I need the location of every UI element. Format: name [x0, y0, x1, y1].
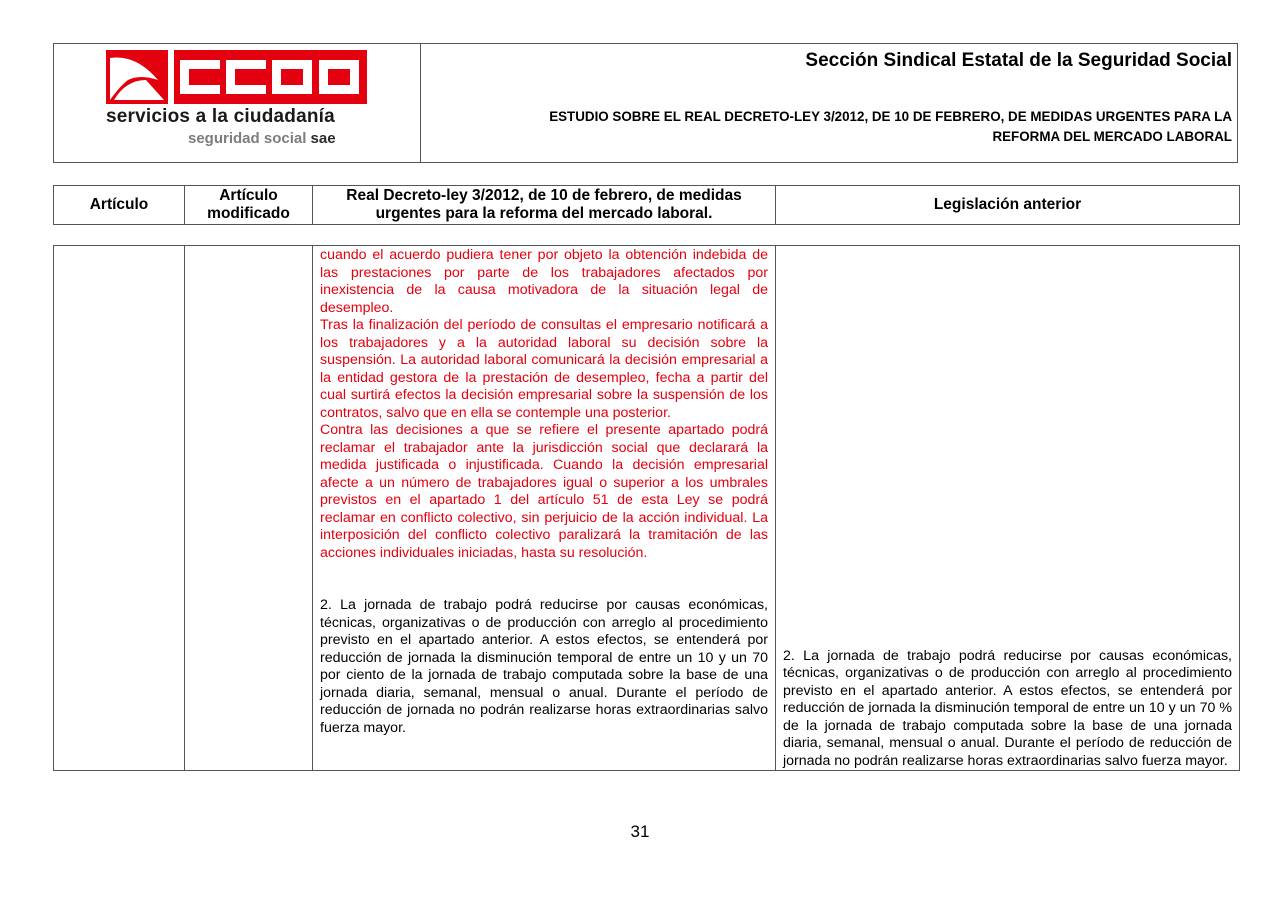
amendment-paragraph: cuando el acuerdo pudiera tener por objeto la obtención indebida de las prestaciones por parte de los trabajadores afectados por inexistencia de la causa motivadora de la situación legal de desempleo. [320, 247, 768, 316]
logo-subtagline-text: seguridad social [188, 130, 311, 147]
page-number: 31 [630, 822, 650, 841]
column-header-real-decreto [313, 186, 776, 225]
amendment-paragraph: Tras la finalización del período de consultas el empresario notificará a los trabajadores y a la autoridad laboral su decisión sobre la suspensión. La autoridad laboral comunicará la decisión empresarial a la entidad gestora de la prestación de desempleo, fecha a partir del cual surtirá efectos la decisión empresarial sobre la suspensión de los contratos, salvo que en ella se contemple una posterior. [320, 317, 768, 421]
logo-letter-o [272, 60, 312, 94]
column-header-real-decreto-line1: Real Decreto-ley 3/2012, de 10 de febrero, de medidas [346, 187, 742, 204]
logo-cell [54, 44, 421, 162]
document-subtitle-line1: ESTUDIO SOBRE EL REAL DECRETO-LEY 3/2012, DE 10 DE FEBRERO, DE MEDIDAS URGENTES PARA LA [549, 109, 1232, 124]
column-header-articulo-modificado-line1: Artículo [219, 187, 278, 204]
previous-text-paragraph: 2. La jornada de trabajo podrá reducirse por causas económicas, técnicas, organizativas o de producción con arreglo al procedimiento previsto en el apartado anterior. A estos efectos, se entenderá por reducción de jornada la disminución temporal de entre un 10 y un 70 % de la jornada de trabajo computada sobre la base de una jornada diaria, semanal, mensual o anual. Durante el período de reducción de jornada no podrán realizarse horas extraordinarias salvo fuerza mayor. [783, 647, 1232, 769]
column-header-table [53, 185, 1240, 225]
cell-real-decreto [313, 246, 776, 771]
comparison-table [53, 245, 1240, 771]
column-header-articulo [54, 186, 185, 225]
logo-letter-c [226, 60, 266, 94]
column-header-legislacion-text: Legislación anterior [933, 196, 1082, 213]
ccoo-logo-mark-icon [106, 50, 168, 104]
ccoo-emblem-icon [106, 50, 168, 104]
document-title: Sección Sindical Estatal de la Seguridad Social [805, 50, 1232, 71]
logo-letter-o [319, 60, 359, 94]
amendment-paragraph: Contra las decisiones a que se refiere el presente apartado podrá reclamar el trabajador ante la jurisdicción social que declarará la medida justificada o injustificada. Cuando la decisión empresarial afecte a un número de trabajadores igual o superior a los umbrales previstos en el apartado 1 del artículo 51 de esta Ley se podrá reclamar en conflicto colectivo, sin perjuicio de la acción individual. La interposición del conflicto colectivo paralizará la tramitación de las acciones individuales iniciadas, hasta su resolución. [320, 422, 768, 561]
document-subtitle [432, 107, 1232, 147]
logo-sae: sae [310, 130, 336, 147]
document-subtitle-line2: REFORMA DEL MERCADO LABORAL [992, 129, 1232, 144]
ccoo-logo-letters [174, 50, 367, 104]
new-text-paragraph: 2. La jornada de trabajo podrá reducirse por causas económicas, técnicas, organizativas o de producción con arreglo al procedimiento previsto en el apartado anterior. A estos efectos, se entenderá por reducción de jornada la disminución temporal de entre un 10 y un 70 por ciento de la jornada de trabajo computada sobre la base de una jornada diaria, semanal, mensual o anual. Durante el período de reducción de jornada no podrán realizarse horas extraordinarias salvo fuerza mayor. [320, 597, 768, 736]
column-header-articulo-modificado [185, 186, 313, 225]
logo-tagline: servicios a la ciudadanía [106, 106, 335, 127]
column-header-articulo-text: Artículo [89, 196, 149, 213]
title-cell [421, 44, 1237, 162]
column-header-articulo-modificado-line2: modificado [207, 205, 290, 222]
paragraph-gap [320, 562, 768, 597]
column-header-real-decreto-line2: urgentes para la reforma del mercado laboral. [375, 205, 713, 222]
table-row [54, 246, 1240, 771]
document-header [53, 43, 1238, 163]
logo-letter-c [180, 60, 220, 94]
cell-legislacion-anterior [776, 246, 1240, 771]
cell-articulo-modificado [185, 246, 313, 771]
column-header-legislacion [776, 186, 1240, 225]
logo-subtagline [188, 130, 336, 147]
cell-articulo [54, 246, 185, 771]
